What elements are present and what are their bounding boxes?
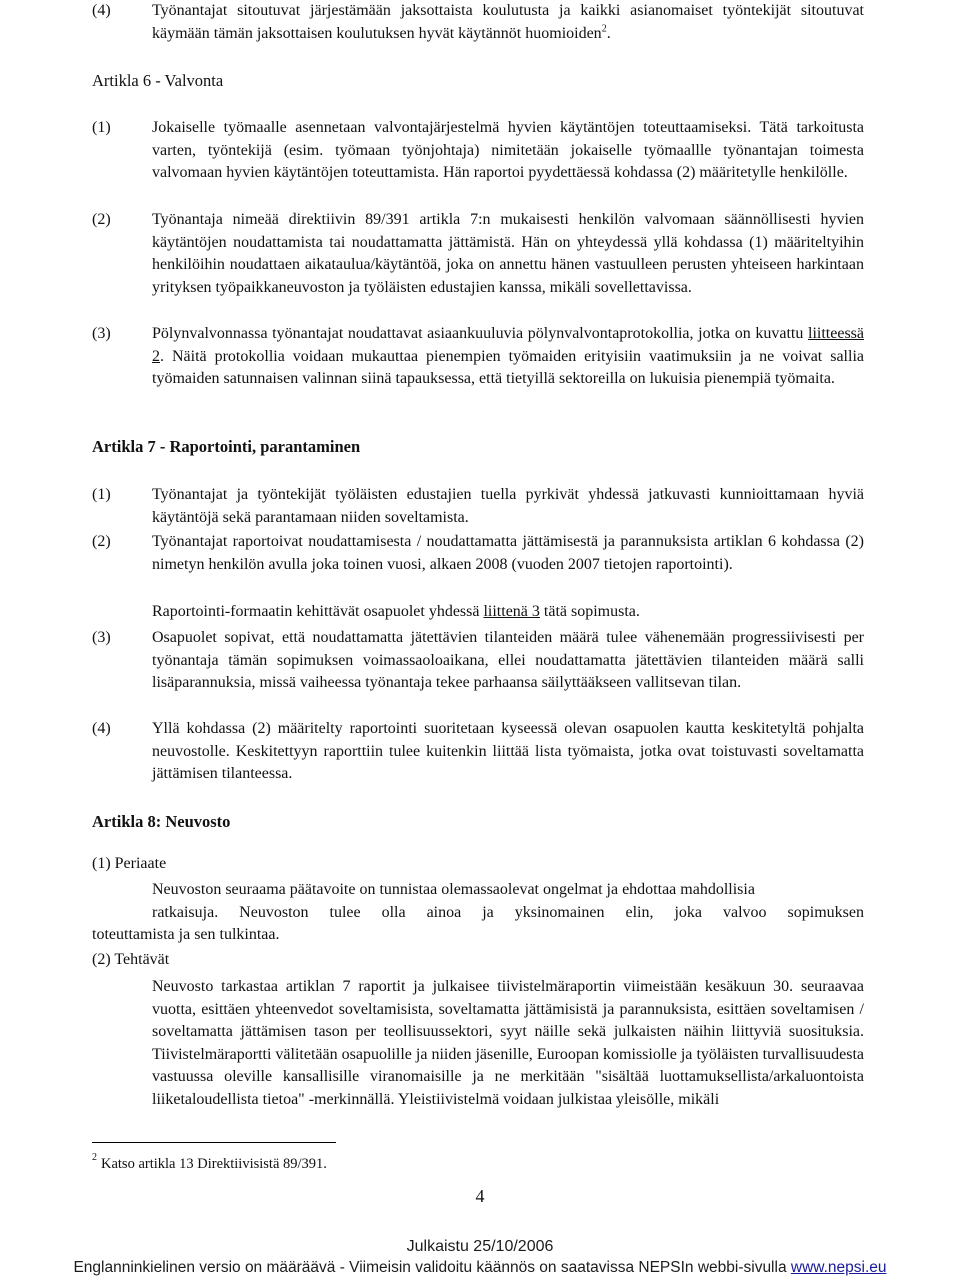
paragraph: Raportointi-formaatin kehittävät osapuolet yhdessä liittenä 3 tätä sopimusta.: [152, 603, 640, 620]
paragraph: Jokaiselle työmaalle asennetaan valvontajärjestelmä hyvien käytäntöjen toteuttaamiseksi. Tätä tarkoitusta varten, työntekijä (esim. työmaan työnjohtaja) nimitetään jokaiselle työmaallle työnantajan toimesta valvomaan hyvien käytäntöjen toteuttamista. Hän raportoi pyydettäessä kohdassa (2) määritetylle henkilölle.: [152, 119, 864, 181]
paragraph: Yllä kohdassa (2) määritelty raportointi suoritetaan kyseessä olevan osapuolen kautta keskitetyltä pohjalta neuvostolle. Keskitettyyn raporttiin tulee kuitenkin liittää lista työmaista, jotka ovat toistuvasti soveltamatta jättämisen tilanteessa.: [152, 720, 864, 782]
item-number: (3): [92, 629, 111, 646]
subheading: (2) Tehtävät: [92, 951, 170, 968]
subheading: (1) Periaate: [92, 855, 167, 872]
footnote: $^2$ Katso artikla 13 Direktiivisistä 89/391.: [92, 1152, 327, 1172]
item-number: (4): [92, 720, 111, 737]
paragraph: ratkaisuja. Neuvoston tulee olla ainoa ja yksinomainen elin, joka valvoo sopimuksen: [152, 904, 864, 921]
paragraph: Työnantaja nimeää direktiivin 89/391 artikla 7:n mukaisesti henkilön valvomaan säännöllisesti hyvien käytäntöjen noudattamista tai noudattamatta jättämistä. Hän on yhteydessä yllä kohdassa (1) määriteltyihin henkilöihin noudattaen aikataulua/käytäntöä, joka on annettu hänen vastuulleen perusten yhteiseen harkintaan yrityksen työpaikkaneuvoston ja työläisten edustajien kanssa, mikäli sovellettavissa.: [152, 211, 864, 296]
page-number: 4: [475, 1186, 485, 1206]
item-number: (2): [92, 533, 111, 550]
appendix-2-link[interactable]: liitteessä 2: [152, 325, 864, 365]
paragraph: Pölynvalvonnassa työnantajat noudattavat asiaankuuluvia pölynvalvontaprotokollia, jotka on kuvattu liitteessä 2. Näitä protokollia voidaan mukauttaa pienempien työmaiden erityisiin vaatimuksiin ja ne voivat sallia työmaiden satunnaisen valinnan siinä tapauksessa, että tietyillä sektoreilla on lukuisia pienempiä työmaita.: [152, 325, 864, 387]
article-6-heading: Artikla 6 - Valvonta: [92, 71, 224, 90]
paragraph: Työnantajat sitoutuvat järjestämään jaksottaista koulutusta ja kaikki asianomaiset työntekijät sitoutuvat käymään tämän jaksottaisen koulutuksen hyvät käytännöt huomioiden$^2$.: [152, 2, 864, 42]
item-number: (1): [92, 486, 111, 503]
footer-note: Englanninkielinen versio on määräävä - Viimeisin validoitu käännös on saatavissa NEPSIn webbi-sivulla www.nepsi.eu: [73, 1259, 887, 1276]
paragraph: Osapuolet sopivat, että noudattamatta jätettävien tilanteiden määrä tulee vähenemään progressiivisesti per työnantaja tämän sopimuksen voimassaoloaikana, ellei noudattamatta jätettävien tilanteiden määrä salli lisäparannuksia, missä vaiheessa työnantaja tekee parhaansa säilyttääkseen vallitsevan tilan.: [152, 629, 864, 691]
item-number: (2): [92, 211, 111, 228]
paragraph: Työnantajat ja työntekijät työläisten edustajien tuella pyrkivät yhdessä jatkuvasti kunnioittamaan hyviä käytäntöjä sekä parantamaan niiden soveltamista.: [152, 486, 864, 526]
appendix-3-link[interactable]: liittenä 3: [483, 603, 540, 620]
paragraph: Työnantajat raportoivat noudattamisesta / noudattamatta jättämisestä ja parannuksista artiklan 6 kohdassa (2) nimetyn henkilön avulla joka toinen vuosi, alkaen 2008 (vuoden 2007 tietojen raportointi).: [152, 533, 864, 573]
paragraph: Neuvosto tarkastaa artiklan 7 raportit ja julkaisee tiivistelmäraportin viimeistään kesäkuun 30. seuraavaa vuotta, esittäen yhteenvedot soveltamisista, soveltamatta jättämisistä ja parannuksista, esittäen soveltamisen / soveltamatta jättämisen tason per teollisuussektori, syyt näille sekä julkaisten näihin liittyviä suosituksia. Tiivistelmäraportti välitetään osapuolille ja niiden jäsenille, Euroopan komissiolle ja työläisten turvallisuudesta vastuussa oleville kansallisille viranomaisille ja ne merkitään "sisältää luottamuksellista/arkaluontoista liiketaloudellista tietoa" -merkinnällä. Yleistiivistelmä voidaan julkistaa yleisölle, mikäli: [152, 978, 864, 1108]
paragraph: Neuvoston seuraama päätavoite on tunnistaa olemassaolevat ongelmat ja ehdottaa mahdollisia: [152, 881, 755, 898]
nepsi-link[interactable]: www.nepsi.eu: [790, 1259, 887, 1276]
footnote-ref[interactable]: 2: [601, 23, 607, 35]
article-7-heading: Artikla 7 - Raportointi, parantaminen: [92, 437, 361, 456]
item-number: (3): [92, 325, 111, 342]
article-8-heading: Artikla 8: Neuvosto: [92, 812, 231, 831]
paragraph: toteuttamista ja sen tulkintaa.: [92, 926, 280, 943]
item-number: (1): [92, 119, 111, 136]
footnote-divider: [92, 1142, 336, 1143]
published-date: Julkaistu 25/10/2006: [406, 1238, 554, 1255]
item-number: (4): [92, 2, 111, 19]
